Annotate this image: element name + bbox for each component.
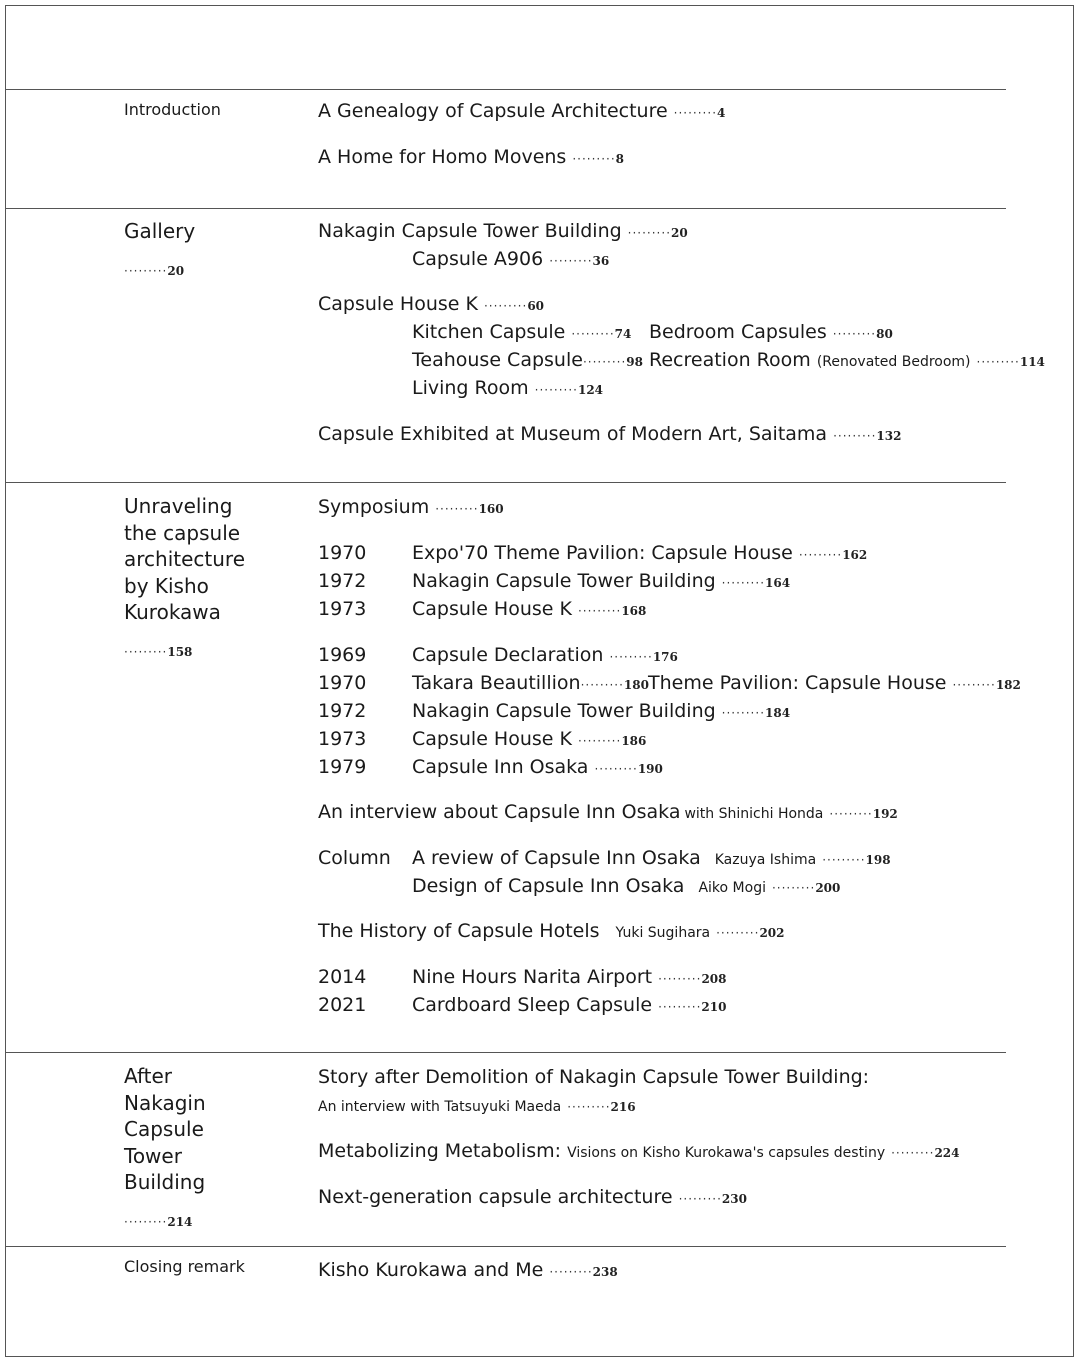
dot-leader: ········· bbox=[952, 678, 996, 692]
section-title-line: Tower bbox=[124, 1143, 182, 1168]
page-number: 80 bbox=[876, 327, 893, 341]
section-label-gallery bbox=[124, 218, 195, 284]
entry-title: Nakagin Capsule Tower Building bbox=[318, 220, 622, 242]
dot-leader: ········· bbox=[833, 429, 877, 443]
dot-leader: ········· bbox=[822, 853, 866, 867]
page-number: 180 bbox=[623, 678, 649, 692]
dot-leader: ········· bbox=[582, 355, 627, 369]
page-number: 160 bbox=[478, 502, 504, 516]
section-title-line: architecture bbox=[124, 547, 246, 571]
toc-entry[interactable] bbox=[412, 994, 726, 1018]
page-number: 190 bbox=[637, 762, 663, 776]
section-title-line: After bbox=[124, 1064, 173, 1088]
dot-leader: ········· bbox=[832, 327, 877, 341]
entry-title: Capsule Declaration bbox=[412, 644, 604, 666]
entry-title: Kisho Kurokawa and Me bbox=[318, 1259, 544, 1281]
entry-title: Living Room bbox=[412, 377, 529, 399]
dot-leader: ········· bbox=[577, 604, 622, 618]
page-number: 238 bbox=[592, 1265, 618, 1279]
entry-title: Capsule Exhibited at Museum of Modern Art, Saitama bbox=[318, 423, 828, 445]
entry-title: Capsule A906 bbox=[412, 248, 544, 270]
dot-leader: ········· bbox=[124, 1214, 168, 1229]
entry-title: Takara Beautillion bbox=[412, 672, 581, 694]
entry-credit: Yuki Sugihara bbox=[615, 925, 711, 941]
divider bbox=[5, 1052, 1006, 1053]
page-number: 202 bbox=[759, 926, 785, 940]
toc-entry[interactable] bbox=[412, 570, 790, 594]
section-title: Gallery bbox=[124, 219, 196, 243]
dot-leader: ········· bbox=[572, 152, 616, 166]
entry-note: (Renovated Bedroom) bbox=[816, 354, 971, 370]
dot-leader: ········· bbox=[549, 1265, 593, 1279]
entry-title: Cardboard Sleep Capsule bbox=[412, 994, 653, 1016]
toc-entry[interactable] bbox=[318, 146, 624, 170]
dot-leader: ········· bbox=[891, 1146, 935, 1160]
toc-entry[interactable] bbox=[412, 672, 649, 696]
section-title-line: Unraveling bbox=[124, 494, 233, 518]
page-number: 216 bbox=[610, 1100, 636, 1114]
toc-entry-metabolizing[interactable] bbox=[318, 1140, 960, 1164]
year-label: 1970 bbox=[318, 672, 367, 694]
entry-title: Symposium bbox=[318, 496, 430, 518]
toc-entry[interactable] bbox=[318, 1259, 618, 1283]
toc-entry[interactable] bbox=[318, 423, 901, 447]
page-number: 200 bbox=[815, 881, 841, 895]
entry-subtitle: An interview with Tatsuyuki Maeda bbox=[318, 1099, 562, 1115]
entry-title: Nakagin Capsule Tower Building bbox=[412, 570, 716, 592]
dot-leader: ········· bbox=[124, 644, 168, 659]
entry-title: Nakagin Capsule Tower Building bbox=[412, 700, 716, 722]
toc-entry[interactable] bbox=[318, 293, 544, 317]
entry-title: Capsule House K bbox=[412, 598, 572, 620]
page-number: 36 bbox=[592, 254, 610, 268]
divider bbox=[5, 482, 1006, 483]
page-number: 192 bbox=[872, 807, 898, 821]
toc-entry[interactable] bbox=[412, 847, 891, 871]
page-number: 132 bbox=[876, 429, 902, 443]
dot-leader: ········· bbox=[580, 678, 624, 692]
divider bbox=[5, 89, 1006, 90]
section-title-line: by Kisho bbox=[124, 573, 209, 598]
dot-leader: ········· bbox=[124, 263, 168, 278]
section-label-unraveling bbox=[124, 493, 245, 665]
entry-title: A Genealogy of Capsule Architecture bbox=[318, 100, 668, 122]
dot-leader: ········· bbox=[483, 299, 528, 313]
year-label: 1970 bbox=[318, 542, 367, 564]
entry-title: Teahouse Capsule bbox=[412, 349, 583, 371]
entry-credit: Aiko Mogi bbox=[698, 880, 766, 896]
page-number: 214 bbox=[167, 1214, 193, 1229]
dot-leader: ········· bbox=[829, 807, 873, 821]
entry-title: Bedroom Capsules bbox=[649, 321, 827, 343]
toc-entry[interactable] bbox=[412, 875, 840, 899]
toc-entry-interview[interactable] bbox=[318, 801, 898, 825]
section-label-closing: Closing remark bbox=[124, 1257, 245, 1276]
toc-entry[interactable] bbox=[412, 644, 678, 668]
dot-leader: ········· bbox=[534, 383, 578, 397]
dot-leader: ········· bbox=[549, 254, 593, 268]
entry-title: Recreation Room bbox=[649, 349, 811, 371]
toc-entry[interactable] bbox=[412, 598, 646, 622]
toc-entry[interactable] bbox=[412, 349, 643, 373]
entry-title: Theme Pavilion: Capsule House bbox=[648, 672, 947, 694]
year-label: 2014 bbox=[318, 966, 367, 988]
toc-entry[interactable] bbox=[412, 966, 727, 990]
toc-entry[interactable] bbox=[412, 377, 603, 401]
dot-leader: ········· bbox=[627, 226, 672, 240]
toc-entry-story[interactable] bbox=[318, 1066, 869, 1088]
entry-title: An interview about Capsule Inn Osaka bbox=[318, 801, 681, 823]
entry-title: Nine Hours Narita Airport bbox=[412, 966, 653, 988]
page-number: 198 bbox=[865, 853, 891, 867]
dot-leader: ········· bbox=[721, 576, 766, 590]
entry-title: Next-generation capsule architecture bbox=[318, 1186, 673, 1208]
dot-leader: ········· bbox=[658, 1000, 702, 1014]
toc-entry[interactable] bbox=[412, 248, 609, 272]
dot-leader: ········· bbox=[771, 881, 816, 895]
toc-entry[interactable] bbox=[412, 728, 646, 752]
entry-title: Expo'70 Theme Pavilion: Capsule House bbox=[412, 542, 793, 564]
dot-leader: ········· bbox=[798, 548, 843, 562]
toc-entry-story-sub[interactable] bbox=[318, 1094, 636, 1118]
entry-title: Design of Capsule Inn Osaka bbox=[412, 875, 685, 897]
page-number: 176 bbox=[652, 650, 678, 664]
section-title-line: Building bbox=[124, 1170, 206, 1194]
entry-title: A review of Capsule Inn Osaka bbox=[412, 847, 701, 869]
entry-title: Capsule House K bbox=[318, 293, 478, 315]
entry-title: Story after Demolition of Nakagin Capsule Tower Building: bbox=[318, 1066, 870, 1088]
page-number: 184 bbox=[765, 706, 791, 720]
page-number: 98 bbox=[626, 355, 643, 369]
dot-leader: ········· bbox=[435, 502, 479, 516]
page-number: 208 bbox=[701, 972, 727, 986]
section-label-introduction: Introduction bbox=[124, 100, 221, 119]
dot-leader: ········· bbox=[678, 1192, 722, 1206]
page-number: 74 bbox=[614, 327, 632, 341]
dot-leader: ········· bbox=[577, 734, 622, 748]
toc-entry-nextgen[interactable] bbox=[318, 1186, 747, 1210]
dot-leader: ········· bbox=[567, 1100, 611, 1114]
toc-entry[interactable] bbox=[412, 321, 631, 345]
dot-leader: ········· bbox=[609, 650, 653, 664]
dot-leader: ········· bbox=[673, 106, 718, 120]
entry-title: Capsule Inn Osaka bbox=[412, 756, 589, 778]
entry-subtitle: Visions on Kisho Kurokawa's capsules destiny bbox=[567, 1145, 886, 1161]
entry-title: A Home for Homo Movens bbox=[318, 146, 567, 168]
page-number: 20 bbox=[167, 263, 185, 278]
divider bbox=[5, 1246, 1006, 1247]
toc-entry[interactable] bbox=[649, 349, 1045, 373]
entry-title: Kitchen Capsule bbox=[412, 321, 566, 343]
toc-entry[interactable] bbox=[412, 542, 867, 566]
page-number: 210 bbox=[701, 1000, 727, 1014]
section-label-after bbox=[124, 1063, 206, 1235]
entry-title: Metabolizing Metabolism: bbox=[318, 1140, 562, 1162]
year-label: 1979 bbox=[318, 756, 367, 778]
toc-entry-symposium[interactable] bbox=[318, 496, 504, 520]
toc-entry[interactable] bbox=[412, 756, 663, 780]
page-number: 164 bbox=[765, 576, 791, 590]
entry-credit: with Shinichi Honda bbox=[684, 806, 824, 822]
entry-title: The History of Capsule Hotels bbox=[318, 920, 600, 942]
page-number: 8 bbox=[615, 152, 625, 166]
year-label: 1973 bbox=[318, 728, 367, 750]
column-label: Column bbox=[318, 847, 391, 869]
divider bbox=[5, 208, 1006, 209]
page-number: 114 bbox=[1019, 355, 1045, 369]
dot-leader: ········· bbox=[716, 926, 760, 940]
toc-entry-history[interactable] bbox=[318, 920, 785, 944]
toc-entry[interactable] bbox=[412, 700, 790, 724]
dot-leader: ········· bbox=[571, 327, 615, 341]
year-label: 1972 bbox=[318, 570, 367, 592]
section-title-line: Capsule bbox=[124, 1117, 204, 1141]
page-number: 230 bbox=[721, 1192, 747, 1206]
page-number: 224 bbox=[934, 1146, 960, 1160]
year-label: 1973 bbox=[318, 598, 367, 620]
page-number: 124 bbox=[577, 383, 604, 397]
page-number: 158 bbox=[167, 644, 193, 659]
year-label: 1969 bbox=[318, 644, 367, 666]
page-number: 162 bbox=[842, 548, 868, 562]
page-number: 182 bbox=[995, 678, 1021, 692]
entry-title: Capsule House K bbox=[412, 728, 572, 750]
toc-entry[interactable] bbox=[648, 672, 1021, 696]
page-number: 20 bbox=[671, 226, 688, 240]
section-title-line: the capsule bbox=[124, 520, 241, 545]
page-number: 186 bbox=[621, 734, 647, 748]
dot-leader: ········· bbox=[594, 762, 638, 776]
page-number: 168 bbox=[621, 604, 647, 618]
page-number: 4 bbox=[717, 106, 726, 120]
year-label: 2021 bbox=[318, 994, 367, 1016]
toc-entry[interactable] bbox=[318, 220, 688, 244]
section-title-line: Nakagin bbox=[124, 1090, 206, 1115]
entry-credit: Kazuya Ishima bbox=[714, 852, 817, 868]
toc-entry[interactable] bbox=[649, 321, 893, 345]
toc-entry[interactable] bbox=[318, 100, 725, 124]
dot-leader: ········· bbox=[721, 706, 766, 720]
section-title-line: Kurokawa bbox=[124, 600, 221, 624]
dot-leader: ········· bbox=[976, 355, 1020, 369]
year-label: 1972 bbox=[318, 700, 367, 722]
page-number: 60 bbox=[527, 299, 545, 313]
dot-leader: ········· bbox=[658, 972, 702, 986]
